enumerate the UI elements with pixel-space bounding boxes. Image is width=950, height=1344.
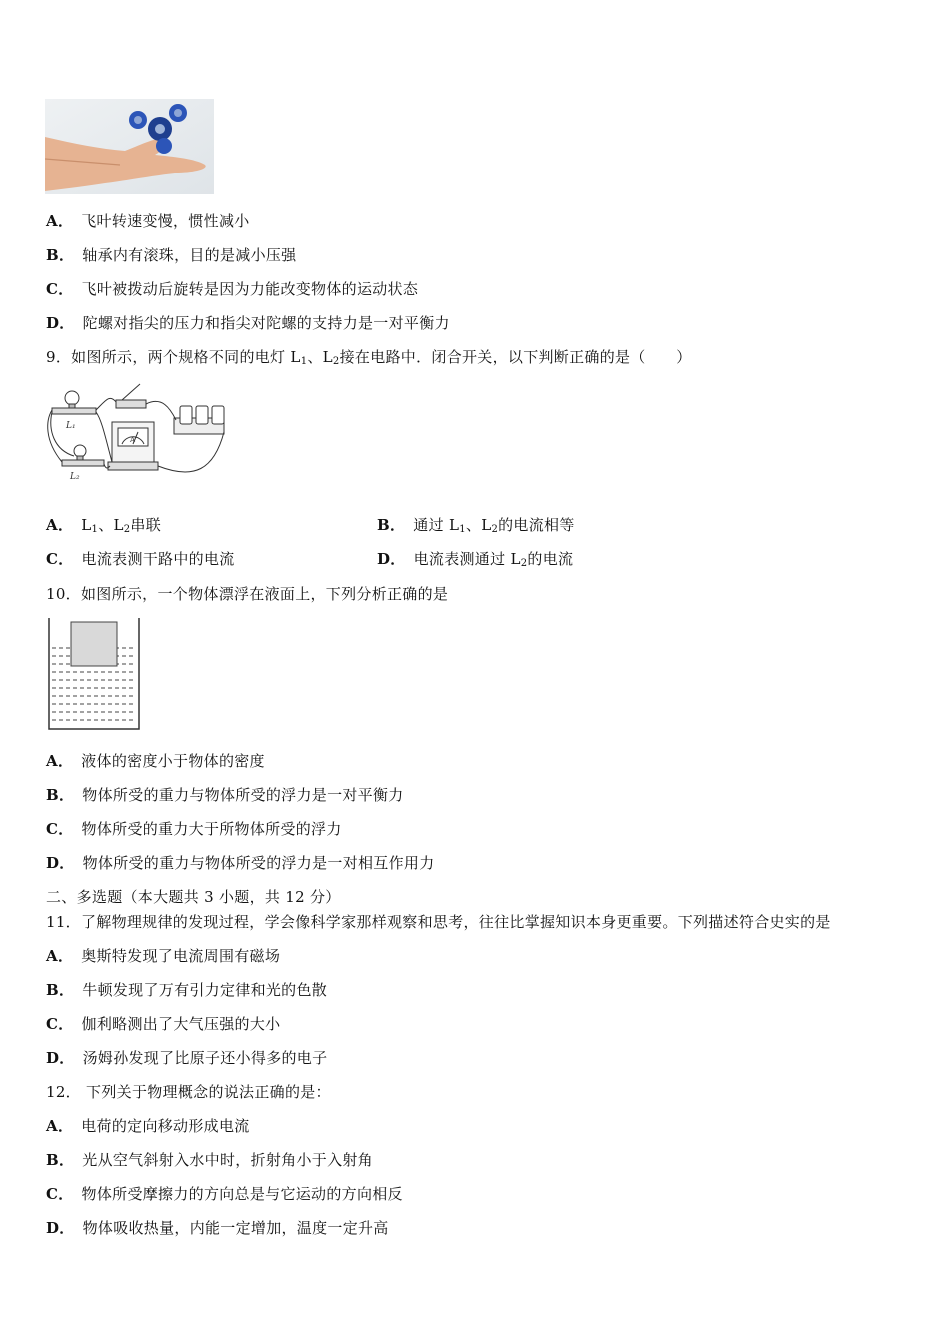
q9-option-a: A． $L_1$、$L_2$串联 [46,516,162,535]
fidget-spinner-figure [45,99,214,194]
q11-option-d: D． 汤姆孙发现了比原子还小得多的电子 [46,1049,328,1067]
q9-option-d: D． 电流表测通过 $L_2$的电流 [377,550,574,569]
section-heading: 二、多选题（本大题共 3 小题，共 12 分） [46,888,341,906]
q11-option-b: B． 牛顿发现了万有引力定律和光的色散 [46,981,328,999]
q9-option-c: C． 电流表测干路中的电流 [46,550,235,568]
q10-option-a: A． 液体的密度小于物体的密度 [46,752,265,770]
q12-option-d: D． 物体吸收热量，内能一定增加，温度一定升高 [46,1219,389,1237]
q11-stem: 11．了解物理规律的发现过程，学会像科学家那样观察和思考，往往比掌握知识本身更重要。下列描述符合史实的是 [46,913,831,931]
floating-object-figure [46,618,142,732]
q12-option-c: C． 物体所受摩擦力的方向总是与它运动的方向相反 [46,1185,403,1203]
q11-option-c: C． 伽利略测出了大气压强的大小 [46,1015,281,1033]
q8-option-d: D． 陀螺对指尖的压力和指尖对陀螺的支持力是一对平衡力 [46,314,450,332]
label-l2: L₂ [70,472,80,482]
q10-option-c: C． 物体所受的重力大于所物体所受的浮力 [46,820,342,838]
circuit-diagram [44,380,234,488]
q12-stem: 12． 下列关于物理概念的说法正确的是： [46,1083,331,1101]
circuit-figure [44,380,234,488]
floating-block [71,622,117,666]
beaker-diagram [46,618,142,732]
q8-option-b: B． 轴承内有滚珠，目的是减小压强 [46,246,297,264]
q9-option-b: B． 通过 $L_1$、$L_2$的电流相等 [377,516,575,535]
q10-option-d: D． 物体所受的重力与物体所受的浮力是一对相互作用力 [46,854,435,872]
q10-option-b: B． 物体所受的重力与物体所受的浮力是一对平衡力 [46,786,404,804]
label-ammeter: A [130,436,136,444]
q12-option-a: A． 电荷的定向移动形成电流 [46,1117,250,1135]
label-l1: L₁ [66,421,76,431]
q8-option-c: C． 飞叶被拨动后旋转是因为力能改变物体的运动状态 [46,280,419,298]
q12-option-b: B． 光从空气斜射入水中时，折射角小于入射角 [46,1151,373,1169]
q11-option-a: A． 奥斯特发现了电流周围有磁场 [46,947,281,965]
fidget-spinner-image [45,99,214,194]
q10-stem: 10．如图所示，一个物体漂浮在液面上，下列分析正确的是 [46,585,449,603]
q9-stem: 9．如图所示，两个规格不同的电灯 $L_1$、$L_2$接在电路中．闭合开关，以下判断正确的是（ ） [46,348,692,367]
q8-option-a: A． 飞叶转速变慢，惯性减小 [46,212,250,230]
